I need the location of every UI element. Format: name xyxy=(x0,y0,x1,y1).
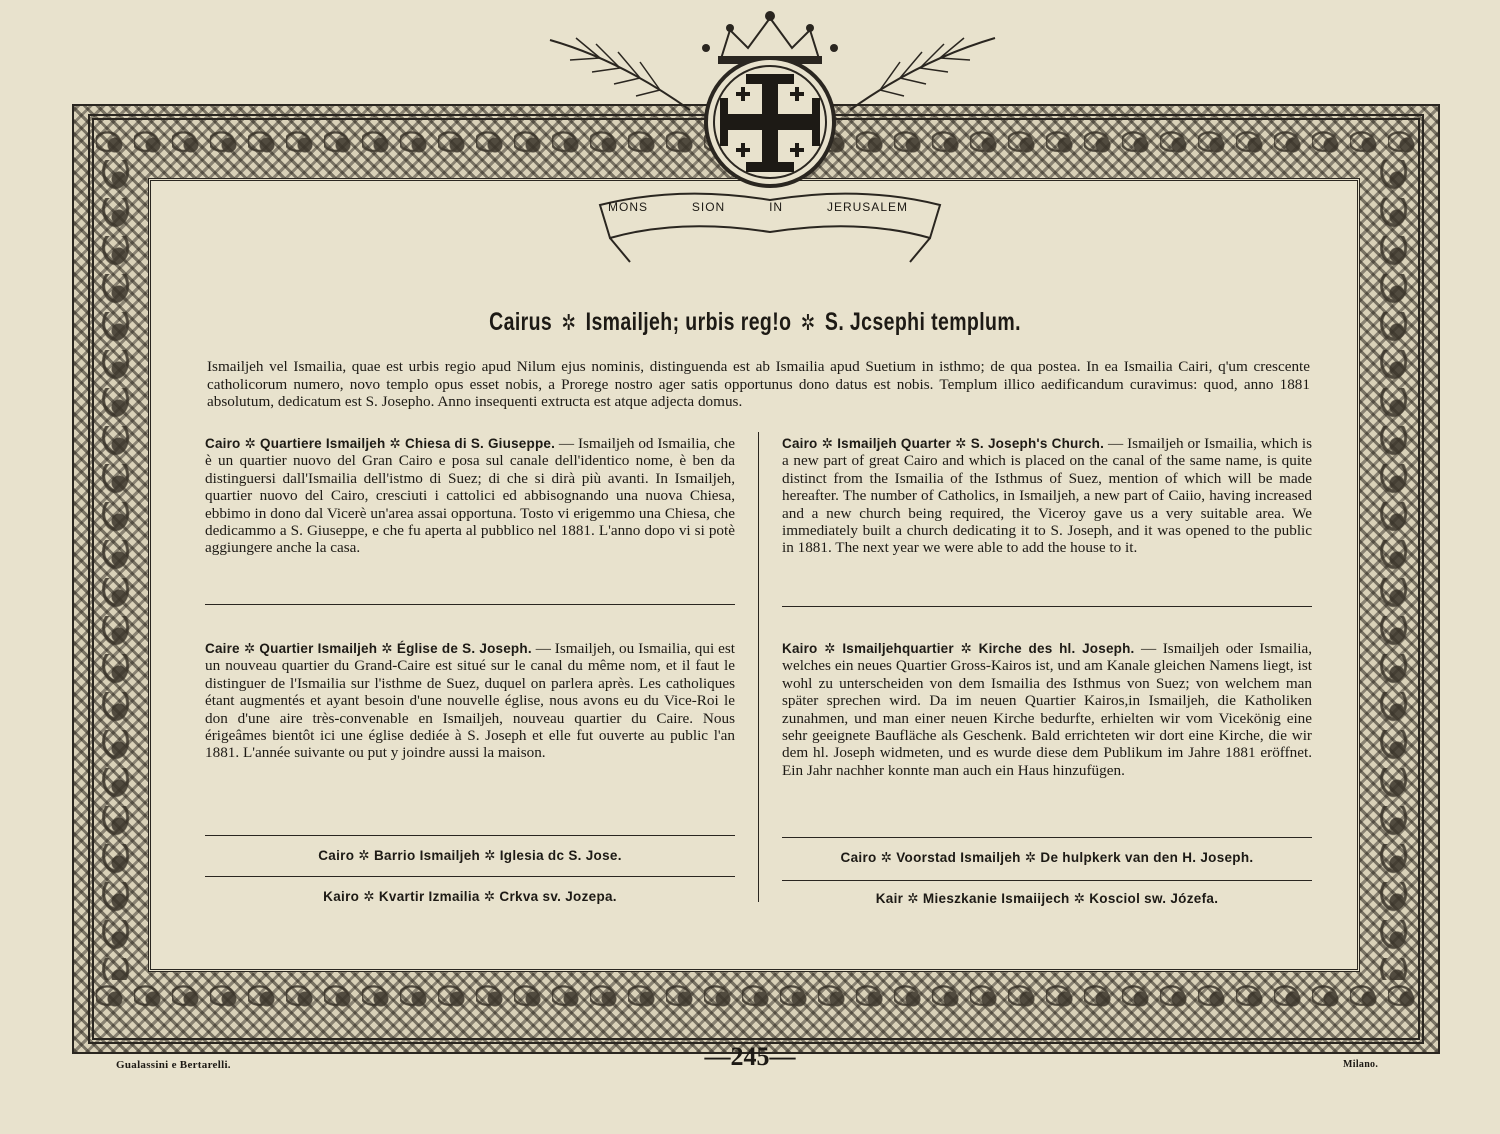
city-credit: Milano. xyxy=(1343,1059,1379,1070)
vine-border-bottom xyxy=(96,982,1416,1016)
section-body: — Ismailjeh, ou Ismailia, qui est un nouveau quartier du Grand-Caire est situé sur le canal du même nom, et il faut le distinguer de l'Ismailia sur l'isthme de Suez, duquel on parlera après. Les catholiques étant augmentés et ayant besoin d'une nouvelle église, nous avons eu du Vice-Roi le don d'une aire très-convenable en Ismailjeh, nouveau quartier du Caire. Nous érigeâmes bientôt ici une église dediée à S. Joseph et elle fut ouverte au public l'an 1881. L'année suivante ou put y joindre aussi la maison. xyxy=(205,640,735,762)
divider xyxy=(205,835,735,836)
banner-word: MONS xyxy=(608,200,648,214)
ornament-icon: ✲ xyxy=(561,310,577,335)
banner-word: IN xyxy=(769,200,784,214)
page-number: —245— xyxy=(704,1042,796,1071)
german-section xyxy=(782,640,1312,779)
section-heading: Cairo ✲ Ismailjeh Quarter ✲ S. Joseph's Church. xyxy=(782,436,1105,451)
english-section xyxy=(782,435,1312,557)
section-body: — Ismailjeh oder Ismailia, welches ein neues Quartier Gross-Kairos ist, und am Kanale gleichen Namens liegt, ist wohl zu unterscheiden von dem Ismailia des Isthmus von Suez; von welchem man später sprechen wird. Da im neuen Quartier Kairos,in Ismailjeh, die Katholiken zunahmen, und man einer neuen Kirche bedurfte, erhielten wir vom Vicekönig eine sehr geeignete Baufläche als Geschenk. Bald errichteten wir dort eine Kirche, die wir dem hl. Joseph widmeten, und es wurde diese dem Publikum im Jahre 1881 eröffnet. Ein Jahr nachher konnte man auch ein Haus hinzufügen. xyxy=(782,640,1313,779)
crest-banner xyxy=(608,200,908,214)
divider xyxy=(782,880,1312,881)
banner-word: SION xyxy=(691,200,726,214)
section-heading: Kairo ✲ Ismailjehquartier ✲ Kirche des hl. Joseph. xyxy=(782,641,1135,656)
banner-word: JERUSALEM xyxy=(826,200,908,214)
polish-title: Kair ✲ Mieszkanie Ismaiijech ✲ Kosciol sw. Józefa. xyxy=(875,891,1219,906)
divider xyxy=(205,876,735,877)
printer-credit: Gualassini e Bertarelli. xyxy=(116,1059,231,1071)
column-divider xyxy=(758,432,759,902)
latin-paragraph: Ismailjeh vel Ismailia, quae est urbis regio apud Nilum ejus nominis, distinguenda est ab Ismailia apud Suetium in isthmo; de qua postea. In ea Ismailia Cairi, q'um crescente catholicorum numero, novo templo opus esset nobis, a Prorege nostro ager satis opportunus dono datus est nobis. Templum illico aedificandum curavimus: quod, anno 1881 absolutum, dedicatum est S. Josepho. Anno insequenti extructa est atque adjecta domus. xyxy=(207,358,1310,410)
divider xyxy=(782,837,1312,838)
title-part: S. Jcsephi templum. xyxy=(824,308,1021,336)
section-heading: Caire ✲ Quartier Ismailjeh ✲ Église de S. Joseph. xyxy=(205,641,532,656)
french-section xyxy=(205,640,735,762)
jerusalem-cross-crest-icon xyxy=(540,0,1000,280)
section-heading: Cairo ✲ Quartiere Ismailjeh ✲ Chiesa di S. Giuseppe. xyxy=(205,436,556,451)
dutch-title: Cairo ✲ Voorstad Ismailjeh ✲ De hulpkerk van den H. Joseph. xyxy=(840,850,1254,865)
vine-border-left xyxy=(102,160,136,980)
title-part: Ismailjeh; urbis reg!o xyxy=(585,308,792,336)
croatian-title: Kairo ✲ Kvartir Izmailia ✲ Crkva sv. Jozepa. xyxy=(323,889,617,904)
divider xyxy=(782,606,1312,607)
ornament-icon: ✲ xyxy=(800,310,816,335)
divider xyxy=(205,604,735,605)
vine-border-right xyxy=(1380,160,1414,980)
italian-section xyxy=(205,435,735,557)
section-body: — Ismailjeh or Ismailia, which is a new part of great Cairo and which is placed on the canal of the same name, is quite distinct from the Ismailia of the Isthmus of Suez, mention of which will be made hereafter. The number of Catholics, in Ismailjeh, a new part of Caiio, having increased and a new church being required, the Viceroy gave us a very suitable area. We immediately built a church dedicating it to S. Joseph, and it was opened to the public in 1881. The next year we were able to add the house to it. xyxy=(782,435,1312,557)
spanish-title: Cairo ✲ Barrio Ismailjeh ✲ Iglesia dc S. Jose. xyxy=(318,848,622,863)
page-title xyxy=(283,308,1227,337)
section-body: — Ismailjeh od Ismailia, che è un quartier nuovo del Gran Cairo e posa sul canale dell'identico nome, è ben da distinguersi dall'Ismailia dell'istmo di Suez; di che si dirà più avanti. In Ismailjeh, quartier nuovo del Cairo, cresciuti i cattolici ed abbisognando una nuova Chiesa, ebbimo in dono dal Vicerè un'area assai opportuna. Tosto vi erigemmo una Chiesa, che dedicammo a S. Giuseppe, e che fu aperta al pubblico nel 1881. L'anno dopo vi si potè aggiungere anche la casa. xyxy=(205,435,736,557)
title-part: Cairus xyxy=(489,308,553,336)
